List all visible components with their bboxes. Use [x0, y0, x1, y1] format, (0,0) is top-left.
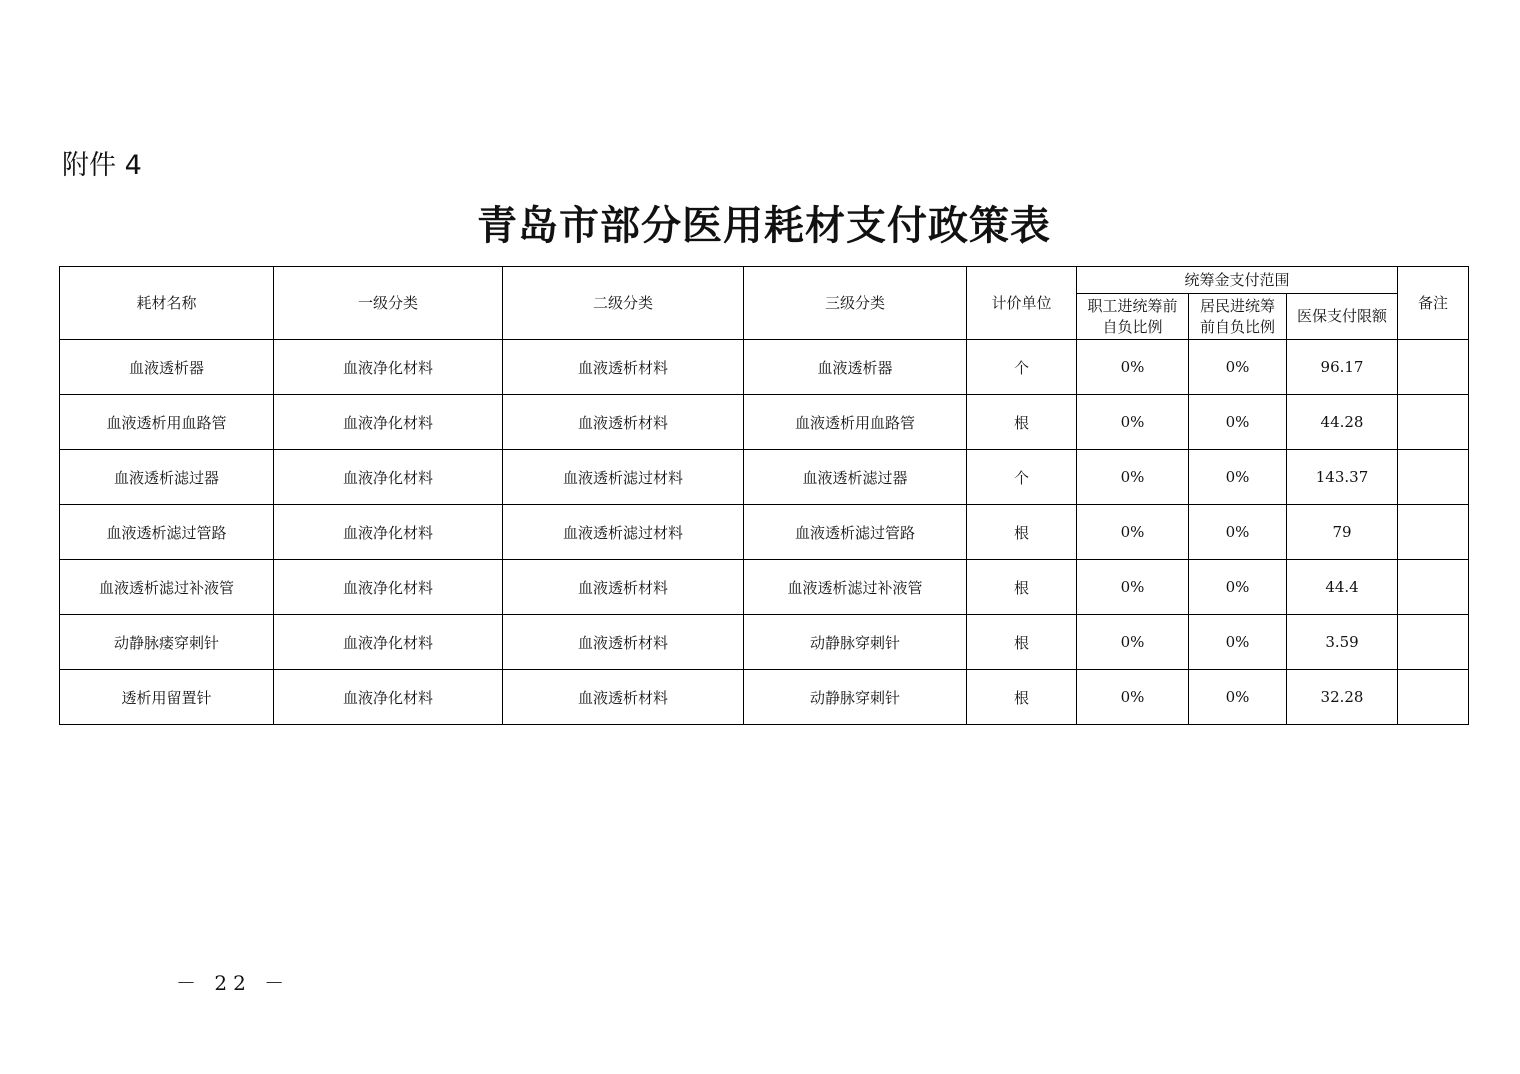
header-level1: 一级分类: [274, 267, 503, 340]
cell-unit: 根: [967, 615, 1077, 670]
table-header: [60, 267, 1469, 340]
page-number: － 22 －: [176, 971, 291, 995]
cell-resident-ratio: 0%: [1189, 450, 1287, 505]
cell-remark: [1398, 505, 1469, 560]
cell-level1: 血液净化材料: [274, 615, 503, 670]
cell-limit: 143.37: [1287, 450, 1398, 505]
cell-limit: 44.28: [1287, 395, 1398, 450]
cell-level1: 血液净化材料: [274, 560, 503, 615]
cell-employee-ratio: 0%: [1077, 670, 1189, 725]
header-level3: 三级分类: [744, 267, 967, 340]
table-row: [60, 615, 1469, 670]
cell-level1: 血液净化材料: [274, 505, 503, 560]
cell-level2: 血液透析材料: [503, 615, 744, 670]
header-employee-ratio: 职工进统筹前自负比例: [1077, 294, 1189, 340]
cell-level2: 血液透析滤过材料: [503, 505, 744, 560]
cell-name: 透析用留置针: [60, 670, 274, 725]
table-body: [60, 340, 1469, 725]
cell-remark: [1398, 450, 1469, 505]
cell-employee-ratio: 0%: [1077, 560, 1189, 615]
cell-remark: [1398, 340, 1469, 395]
cell-name: 血液透析滤过管路: [60, 505, 274, 560]
cell-name: 血液透析器: [60, 340, 274, 395]
cell-resident-ratio: 0%: [1189, 505, 1287, 560]
cell-name: 血液透析滤过器: [60, 450, 274, 505]
cell-employee-ratio: 0%: [1077, 505, 1189, 560]
cell-unit: 个: [967, 450, 1077, 505]
cell-level3: 血液透析用血路管: [744, 395, 967, 450]
cell-level3: 血液透析滤过管路: [744, 505, 967, 560]
cell-level3: 动静脉穿刺针: [744, 615, 967, 670]
table-row: [60, 670, 1469, 725]
cell-limit: 32.28: [1287, 670, 1398, 725]
policy-table: [59, 266, 1469, 725]
cell-remark: [1398, 395, 1469, 450]
table-row: [60, 450, 1469, 505]
cell-limit: 79: [1287, 505, 1398, 560]
cell-name: 动静脉瘘穿刺针: [60, 615, 274, 670]
attachment-label: 附件 4: [62, 150, 142, 181]
cell-unit: 根: [967, 670, 1077, 725]
header-name: 耗材名称: [60, 267, 274, 340]
cell-employee-ratio: 0%: [1077, 615, 1189, 670]
cell-employee-ratio: 0%: [1077, 395, 1189, 450]
header-unit: 计价单位: [967, 267, 1077, 340]
header-level2: 二级分类: [503, 267, 744, 340]
cell-limit: 96.17: [1287, 340, 1398, 395]
table-row: [60, 505, 1469, 560]
cell-unit: 根: [967, 505, 1077, 560]
cell-employee-ratio: 0%: [1077, 340, 1189, 395]
cell-limit: 44.4: [1287, 560, 1398, 615]
cell-remark: [1398, 615, 1469, 670]
cell-unit: 根: [967, 395, 1077, 450]
cell-level2: 血液透析材料: [503, 670, 744, 725]
cell-resident-ratio: 0%: [1189, 560, 1287, 615]
cell-level2: 血液透析材料: [503, 395, 744, 450]
header-resident-ratio: 居民进统筹前自负比例: [1189, 294, 1287, 340]
cell-level2: 血液透析滤过材料: [503, 450, 744, 505]
cell-limit: 3.59: [1287, 615, 1398, 670]
cell-level1: 血液净化材料: [274, 340, 503, 395]
cell-remark: [1398, 670, 1469, 725]
cell-level3: 血液透析滤过补液管: [744, 560, 967, 615]
cell-resident-ratio: 0%: [1189, 670, 1287, 725]
cell-level1: 血液净化材料: [274, 450, 503, 505]
cell-remark: [1398, 560, 1469, 615]
cell-unit: 根: [967, 560, 1077, 615]
cell-resident-ratio: 0%: [1189, 340, 1287, 395]
cell-level1: 血液净化材料: [274, 395, 503, 450]
cell-resident-ratio: 0%: [1189, 395, 1287, 450]
header-remark: 备注: [1398, 267, 1469, 340]
table-row: [60, 560, 1469, 615]
cell-level1: 血液净化材料: [274, 670, 503, 725]
cell-level2: 血液透析材料: [503, 340, 744, 395]
cell-level3: 血液透析器: [744, 340, 967, 395]
cell-level3: 血液透析滤过器: [744, 450, 967, 505]
cell-unit: 个: [967, 340, 1077, 395]
table-row: [60, 340, 1469, 395]
cell-name: 血液透析用血路管: [60, 395, 274, 450]
header-limit: 医保支付限额: [1287, 294, 1398, 340]
header-fund-scope: 统筹金支付范围: [1077, 267, 1398, 294]
cell-resident-ratio: 0%: [1189, 615, 1287, 670]
cell-level3: 动静脉穿刺针: [744, 670, 967, 725]
table-row: [60, 395, 1469, 450]
cell-level2: 血液透析材料: [503, 560, 744, 615]
cell-name: 血液透析滤过补液管: [60, 560, 274, 615]
cell-employee-ratio: 0%: [1077, 450, 1189, 505]
document-title: 青岛市部分医用耗材支付政策表: [477, 202, 1051, 249]
